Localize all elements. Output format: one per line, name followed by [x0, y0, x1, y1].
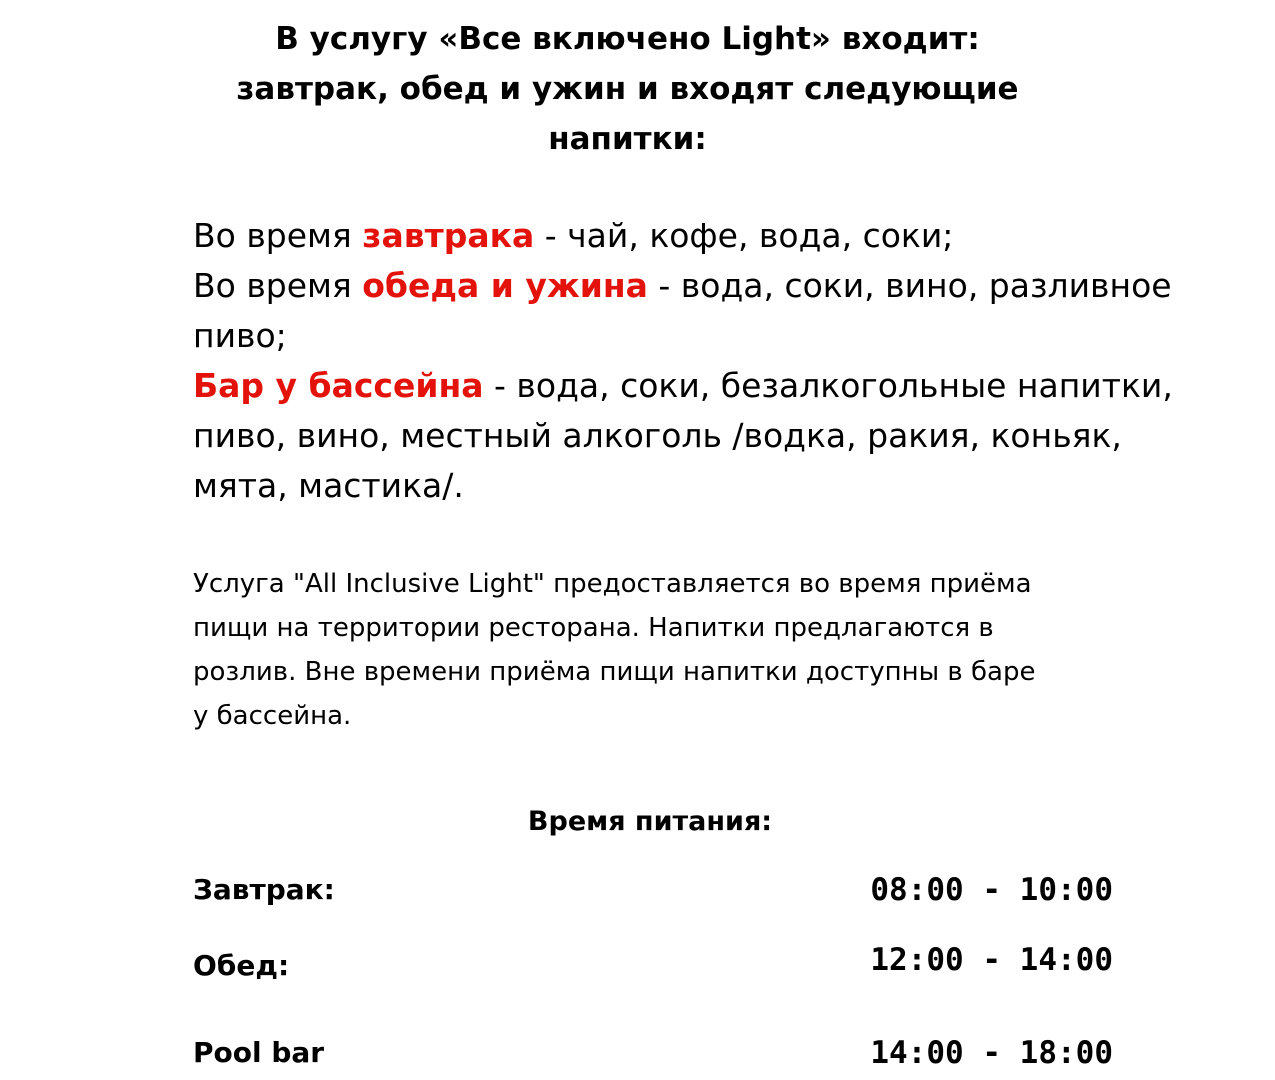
pool-bar-drinks-line — [193, 361, 1173, 411]
lunch-dinner-drinks: - вода, соки, вино, разливное — [647, 266, 1172, 305]
note-line-4: у бассейна. — [193, 701, 352, 731]
meal-row-lunch — [193, 938, 1113, 982]
breakfast-drinks-line — [193, 211, 1153, 261]
breakfast-prefix: Во время — [193, 216, 363, 255]
meal-time: 12:00 - 14:00 — [870, 942, 1113, 978]
title-line-2: завтрак, обед и ужин и входят следующие — [236, 71, 1019, 107]
title-line-3: напитки: — [548, 121, 707, 157]
meal-label: Обед: — [193, 949, 290, 982]
meal-times-title: Время питания: — [527, 806, 773, 837]
pool-bar-drinks: - вода, соки, безалкогольные напитки, — [483, 366, 1173, 405]
note-line-3: розлив. Вне времени приёма пищи напитки доступны в баре — [193, 657, 1036, 687]
meal-label: Pool bar — [193, 1036, 325, 1069]
pool-bar-highlight: Бар у бассейна — [193, 366, 484, 405]
title-line-1: В услугу «Все включено Light» входит: — [275, 21, 980, 57]
breakfast-drinks: - чай, кофе, вода, соки; — [534, 216, 954, 255]
service-note — [193, 562, 1153, 738]
meal-label: Завтрак: — [193, 873, 335, 906]
meal-time: 14:00 - 18:00 — [870, 1035, 1113, 1071]
pool-bar-drinks-line-2: пиво, вино, местный алкоголь /водка, ракия, коньяк, — [193, 416, 1122, 455]
pool-bar-drinks-line-3: мята, мастика/. — [193, 466, 464, 505]
breakfast-highlight: завтрака — [362, 216, 535, 255]
lunch-dinner-highlight: обеда и ужина — [362, 266, 648, 305]
note-line-1: Услуга "All Inclusive Light" предоставляется во время приёма — [193, 569, 1032, 599]
lunch-prefix: Во время — [193, 266, 363, 305]
lunch-dinner-drinks-line — [193, 261, 1172, 311]
page-title — [160, 14, 1095, 164]
meal-row-pool-bar — [193, 1031, 1113, 1075]
drinks-list — [193, 211, 1173, 511]
lunch-dinner-drinks-line-2: пиво; — [193, 316, 287, 355]
note-line-2: пищи на территории ресторана. Напитки предлагаются в — [193, 613, 994, 643]
meal-row-breakfast — [193, 868, 1113, 912]
meal-time: 08:00 - 10:00 — [870, 872, 1113, 908]
